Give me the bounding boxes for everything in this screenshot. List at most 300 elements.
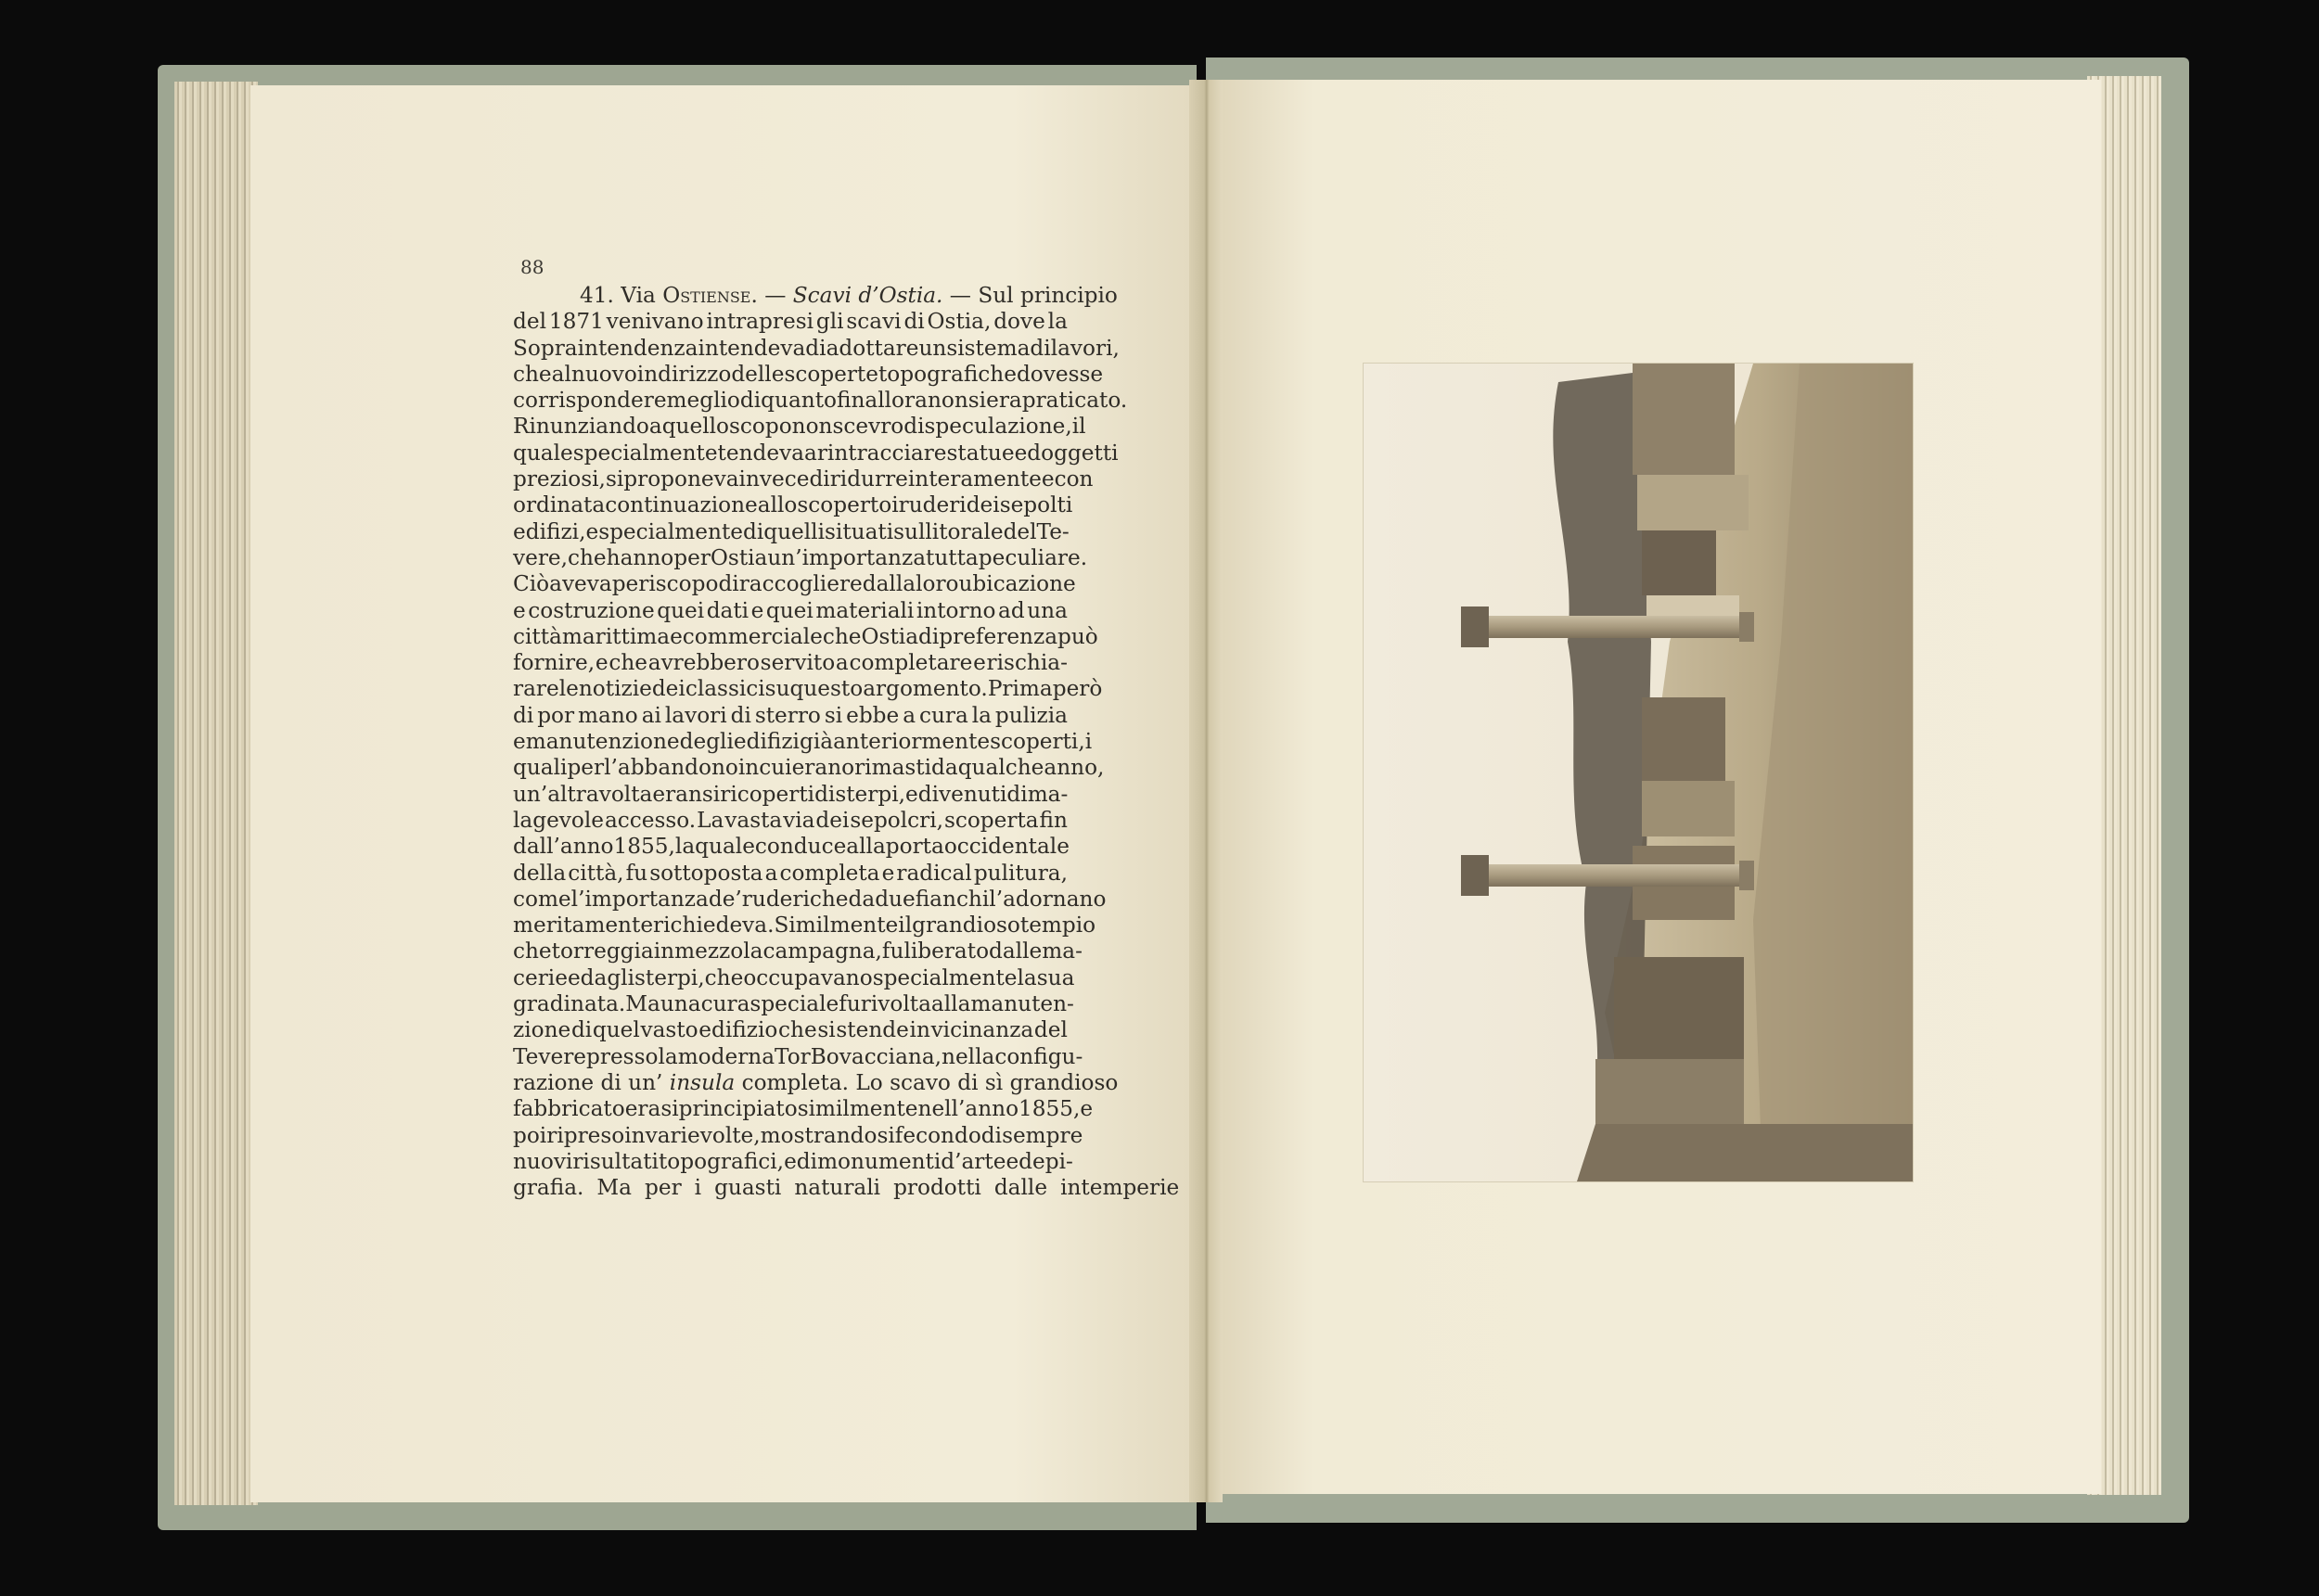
text-word: intendeva [698,335,806,361]
text-word: questo [789,676,864,702]
text-word: e [595,650,609,676]
text-word: erano [791,755,855,781]
text-word: situati [825,518,894,544]
text-line [513,598,1068,624]
text-word: 1855, [613,834,675,860]
text-word: lagevole [513,807,605,833]
text-word: per [611,571,649,597]
text-word: di [805,335,826,361]
text-word: intorno [916,597,996,623]
text-word: di [903,309,925,335]
text-word: dalle [989,938,1043,964]
text-word: e [750,597,764,623]
text-word: arte [961,1148,1006,1174]
text-word: a [903,702,916,728]
text-word: meritamente [513,913,654,938]
text-word: topografici, [658,1148,785,1174]
text-word: rischia- [986,650,1068,676]
text-word: scevro [832,414,904,440]
text-word: aveva [549,571,612,597]
text-line [513,1148,1073,1175]
text-word: già [799,729,834,755]
text-word: scoperto [797,492,892,518]
text-word: che [778,1017,817,1043]
text-word: grafia. [513,1175,584,1201]
text-word: scoperte [784,361,878,387]
text-word: commerciale [682,623,823,649]
text-word: in [909,1017,930,1043]
text-word: quali [513,755,568,781]
text-word: de’ [708,886,742,912]
text-word: preferenza [939,623,1058,649]
text-word: con [1054,466,1094,492]
text-word: indirizzo [636,361,732,387]
text-word: costruzione [528,597,655,623]
text-word: venivano [606,309,704,335]
text-word: litorale [925,518,1004,544]
text-word: la [674,834,696,860]
text-word: por [537,702,575,728]
text-word: accesso. [604,807,697,833]
text-word: meglio [666,388,740,414]
text-word: grandioso [912,913,1020,938]
text-word: specialmente [598,518,743,544]
text-word: ad [998,597,1025,623]
text-word: ed [1014,440,1042,466]
text-word: nuovi [513,1148,573,1174]
text-word: intemperie [1060,1175,1180,1201]
text-line-mixed [513,1070,1118,1096]
text-word: in [653,938,675,964]
text-word: di [809,466,830,492]
text-line [513,623,1098,650]
text-word: cui [759,755,792,781]
text-line [513,1096,1094,1122]
text-word: via [783,807,815,833]
text-word: statue [946,440,1015,466]
text-word: dovesse [1016,361,1104,387]
text-line-mixed [513,283,1118,309]
text-word: per [673,544,711,570]
text-word: mezzo [674,938,744,964]
text-word: nuovo [570,361,637,387]
photograph-image [1364,364,1913,1181]
text-word: di [1006,781,1028,807]
text-line [513,755,1105,781]
text-word: però [1052,676,1103,702]
text-word: richiedeva. [653,913,775,938]
page-number: 88 [520,256,545,278]
text-word: conduce [754,834,847,860]
text-word: nella [942,1043,995,1069]
text-word: liberato [903,938,990,964]
text-line [513,1017,1068,1043]
text-word: del [513,309,546,335]
text-word: la [1017,964,1037,990]
text-segment: — Sul principio [942,283,1118,308]
body-text [513,283,1180,1201]
text-word: lavori [664,702,727,728]
text-word: sua [1036,964,1075,990]
text-word: manutenzione [525,729,680,755]
text-segment: — [757,283,793,308]
text-word: allora [865,388,928,414]
text-word: il [898,913,913,938]
text-word: a [804,440,817,466]
text-word: Prima [987,676,1053,702]
text-word: di [742,518,764,544]
text-word: La [697,807,724,833]
text-word: ripreso [546,1122,625,1148]
text-word: ordinata [513,492,606,518]
text-word: fin [1039,807,1068,833]
text-word: i [1084,729,1093,755]
text-word: i [694,1175,702,1201]
text-word: rare [513,676,559,702]
text-word: interamente [907,466,1042,492]
text-line [513,808,1068,834]
text-word: che [568,544,607,570]
text-word: Ostia [710,544,768,570]
text-word: fecondo [894,1122,981,1148]
text-word: e [670,623,683,649]
text-line [513,913,1096,938]
text-word: radical [896,860,972,886]
text-word: due [875,886,916,912]
text-word: di [730,702,751,728]
text-word: ridurre [829,466,908,492]
text-word: sistema [946,335,1031,361]
text-word: preziosi, [513,466,606,492]
text-word: da [931,755,958,781]
text-line [513,861,1068,887]
text-word: ma- [1042,938,1083,964]
text-word: adottare [826,335,919,361]
text-word: lavori, [1050,335,1120,361]
text-line [513,361,1104,388]
text-word: che [609,650,648,676]
text-word: invece [738,466,810,492]
text-word: quanto [761,388,837,414]
text-line [513,1043,1083,1070]
text-word: importanza [801,544,927,570]
text-word: Ciò [513,571,550,597]
text-line [513,676,1103,702]
text-segment: 41. Via [580,283,663,308]
text-word: l’abbandono [604,755,738,781]
text-word: e [881,860,895,886]
text-word: proponeva [623,466,739,492]
book-gutter [1189,80,1223,1502]
text-word: ruderi [898,492,967,518]
text-word: delle [731,361,785,387]
text-word: moderna [677,1043,775,1069]
text-word: la [658,1043,678,1069]
text-word: di [814,781,836,807]
text-word: raccogliere [738,571,863,597]
text-line [513,1122,1083,1149]
text-word: quei [765,597,814,623]
text-word: del [1033,1017,1068,1043]
text-word: e [973,650,986,676]
text-word: l’adornano [989,886,1107,912]
text-line [513,309,1068,335]
text-word: volta [598,781,653,807]
text-word: torreggia [551,938,654,964]
text-word: presso [586,1043,659,1069]
text-word: si [817,1017,836,1043]
text-word: manuten- [970,991,1074,1017]
text-word: gli [815,309,844,335]
text-word: fu [839,991,861,1017]
text-word: il [1071,414,1086,440]
text-word: specialmente [872,964,1018,990]
text-word: Tevere [513,1043,587,1069]
text-word: di [513,702,534,728]
text-word: città, [568,860,624,886]
text-word: che [513,938,552,964]
text-word: dei [651,676,685,702]
text-word: speculazione, [924,414,1072,440]
text-word: la [1047,309,1068,335]
text-word: servito [760,650,836,676]
text-word: e [567,964,581,990]
text-word: completare [849,650,973,676]
text-word: Ostia [861,623,919,649]
text-word: fianchi [915,886,990,912]
text-word: un’ [767,544,802,570]
text-word: e [905,781,918,807]
text-word: scopo [729,414,792,440]
text-word: sepolti [999,492,1073,518]
text-word: di [570,1017,593,1043]
text-word: dalle [993,1175,1048,1201]
text-word: che [513,361,552,387]
section-subheading: Scavi d’Ostia. [792,283,943,308]
text-word: e [513,597,526,623]
text-word: le [558,676,579,702]
text-word: prodotti [893,1175,981,1201]
text-word: topografiche [878,361,1017,387]
text-line [513,414,1086,440]
text-word: allo [757,492,798,518]
text-word: del [1003,518,1037,544]
text-word: 1871 [548,309,604,335]
text-line [513,729,1093,755]
text-word: Bovacciana, [810,1043,942,1069]
text-word: di [739,388,762,414]
text-word: completa [779,860,880,886]
text-word: eransi [652,781,721,807]
text-word: pulitura, [973,860,1068,886]
text-word: intrapresi [706,309,814,335]
text-word: una [660,991,701,1017]
text-word: praticato. [1021,388,1128,414]
text-word: varie [645,1122,700,1148]
text-word: quelli [763,518,825,544]
text-word: di [980,1122,1003,1148]
text-word: dall’anno [513,834,614,860]
text-word: e [585,518,599,544]
text-word: porta [885,834,944,860]
text-word: dati [706,597,750,623]
text-word: non [791,414,833,440]
text-word: cura [918,702,968,728]
text-word: una [1027,597,1068,623]
text-word: similmente [797,1096,918,1122]
text-word: mano [578,702,638,728]
text-word: di [718,571,739,597]
text-word: fornire, [513,650,596,676]
text-word: classici [685,676,765,702]
text-line [513,991,1074,1017]
text-word: cura [700,991,750,1017]
text-word: quello [661,414,729,440]
text-word: come [513,886,571,912]
text-line [513,283,1118,309]
text-word: Rinunziando [513,414,649,440]
text-word: argomento. [863,676,988,702]
text-word: su [764,676,790,702]
text-word: mostrandosi [760,1122,895,1148]
text-word: scoperta [943,807,1039,833]
text-word: ai [641,702,661,728]
text-word: può [1057,623,1098,649]
text-line [513,964,1075,991]
text-word: sterpi, [835,781,905,807]
text-word: 1855, [1019,1096,1081,1122]
text-line [513,834,1068,860]
text-word: sottoposta [649,860,763,886]
text-word: guasti [714,1175,782,1201]
text-word: stende [836,1017,909,1043]
text-word: e [513,729,526,755]
text-word: dalla [862,571,916,597]
text-word: qualche [957,755,1044,781]
text-word: tutta [926,544,979,570]
section-heading: Ostiense. [662,283,758,308]
text-word: configu- [994,1043,1083,1069]
text-word: che [809,886,849,912]
text-word: tempio [1019,913,1096,938]
text-word: di [1030,335,1051,361]
text-word: avrebbero [647,650,760,676]
text-line [513,886,1107,913]
text-line [513,492,1073,518]
text-word: un’altra [513,781,599,807]
text-line [513,650,1068,676]
text-word: Similmente [774,913,899,938]
text-word: speciale [750,991,839,1017]
text-word: vasto [640,1017,698,1043]
text-word: ricoperti [720,781,815,807]
text-line [513,1069,1119,1096]
text-word: e [1080,1096,1094,1122]
text-word: fin [837,388,865,414]
text-word: peculiare. [978,544,1088,570]
text-word: di [796,1148,818,1174]
text-word: poi [513,1122,547,1148]
text-word: loro [916,571,959,597]
text-word: sul [893,518,926,544]
text-word: scavi [846,309,902,335]
text-word: quale [695,834,755,860]
text-word: rimasti [854,755,932,781]
text-word: sterro [754,702,821,728]
photograph-ostia-ruins [1364,364,1913,1181]
text-line [513,938,1083,964]
text-word: d’ [941,1148,962,1174]
text-word: occupavano [743,964,873,990]
text-word: l’importanza [570,886,709,912]
text-word: che [704,964,744,990]
text-word: Ma [625,991,660,1017]
text-word: ed [1006,1148,1033,1174]
text-word: in [624,1122,646,1148]
text-word: sempre [1002,1122,1083,1148]
text-word: ebbe [846,702,900,728]
text-segment: razione di un’ [513,1069,670,1095]
text-word: si [605,466,624,492]
text-word: si [824,702,843,728]
text-word: i [891,492,899,518]
text-word: città [513,623,562,649]
text-word: occidentale [943,834,1070,860]
text-word: risultati [572,1148,659,1174]
text-line [513,388,1128,414]
text-word: degli [679,729,734,755]
text-word: edifizi, [513,518,586,544]
text-line [513,571,1076,597]
text-word: Sopraintendenza [513,335,698,361]
text-word: ubicazione [958,571,1076,597]
text-word: continuazione [605,492,758,518]
text-word: hanno [606,544,674,570]
text-word: a [835,650,849,676]
text-word: vicinanza [930,1017,1034,1043]
text-word: era [986,388,1022,414]
text-word: oggetti [1041,440,1119,466]
text-word: fu [881,938,904,964]
text-word: Ma [596,1175,632,1201]
text-line [513,335,1120,362]
text-word: fu [625,860,648,886]
text-word: marittima [561,623,671,649]
text-word: nell’ [917,1096,966,1122]
italic-term: insula [669,1069,736,1095]
text-word: per [645,1175,682,1201]
text-line [513,466,1094,492]
text-word: della [513,860,567,886]
text-word: Te- [1036,518,1070,544]
text-line [513,703,1068,729]
text-word: che [822,623,862,649]
text-word: edifizio [698,1017,778,1043]
text-line [513,1175,1180,1201]
text-word: Ostia, [927,309,992,335]
text-word: volte, [699,1122,761,1148]
text-word: anteriormente [833,729,991,755]
text-word: scoperti, [990,729,1085,755]
text-word: un [918,335,947,361]
text-word: si [967,388,987,414]
text-word: cerie [513,964,568,990]
text-word: corrispondere [513,388,667,414]
text-word: naturali [794,1175,881,1201]
text-word: monumenti [817,1148,942,1174]
text-word: iscopo [648,571,719,597]
text-word: quel [592,1017,640,1043]
